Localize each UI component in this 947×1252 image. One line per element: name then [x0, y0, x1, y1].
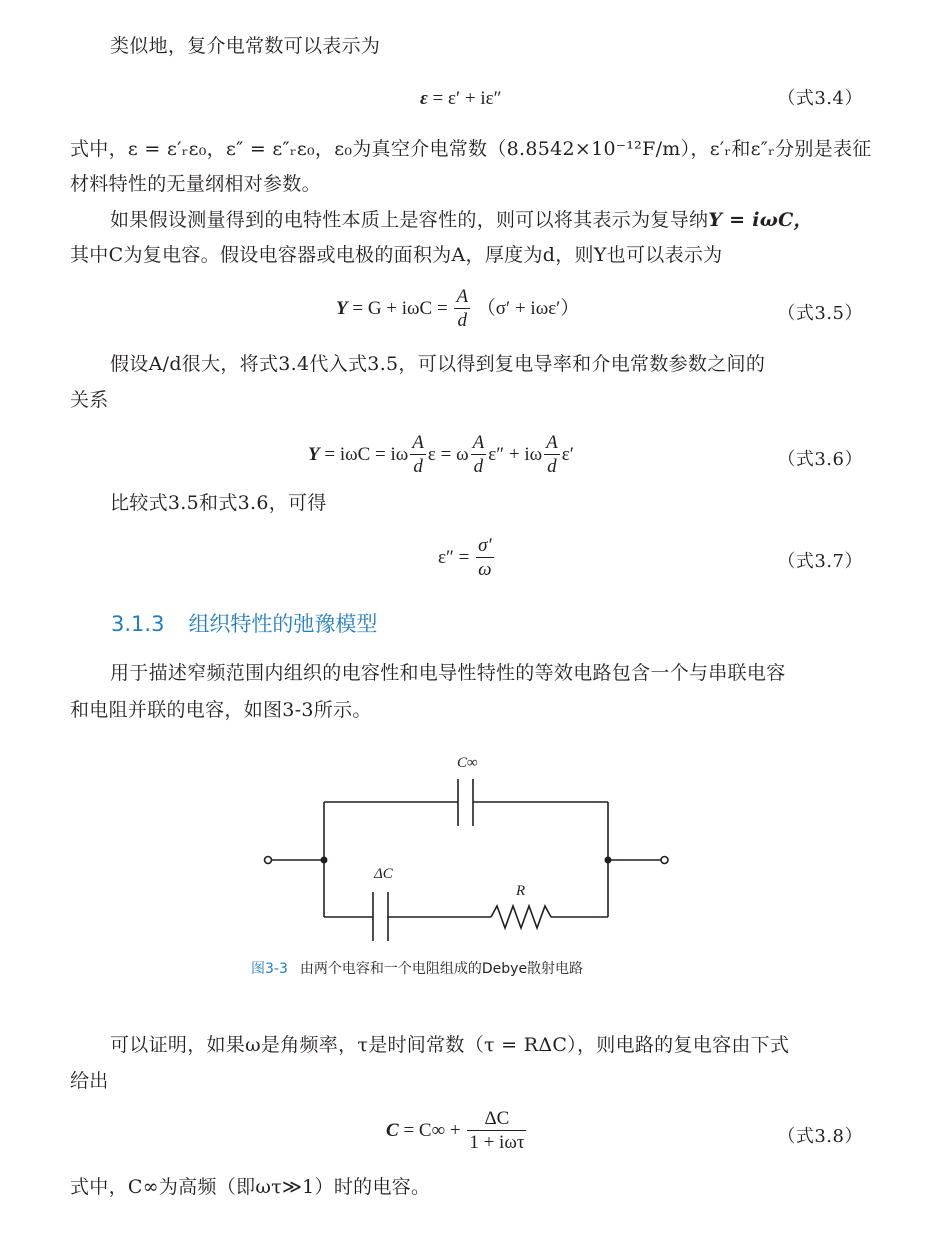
label-c-inf: C∞	[457, 755, 478, 771]
fraction-numerator: A	[546, 432, 558, 453]
fraction-denominator: d	[544, 454, 560, 479]
fraction-denominator: ω	[476, 557, 494, 582]
fraction	[476, 535, 494, 582]
resistor-r	[491, 906, 551, 928]
equation-number: （式3.4）	[777, 88, 863, 109]
figure-caption-text: 由两个电容和一个电阻组成的Debye散射电路	[299, 961, 584, 977]
eq-part: ε′	[561, 443, 574, 465]
fraction-denominator: d	[454, 308, 470, 333]
fraction	[467, 1108, 526, 1155]
eq-lhs: C	[386, 1119, 399, 1141]
fraction	[544, 432, 560, 479]
fraction-numerator: σ′	[478, 535, 492, 556]
eq-lhs: ε″ =	[438, 546, 470, 568]
inline-formula: Y = iωC，	[708, 209, 813, 231]
equation-number: （式3.7）	[777, 551, 863, 572]
paragraph-line: 式中，ε = ε′ᵣε₀，ε″ = ε″ᵣε₀，ε₀为真空介电常数（8.8542×10⁻¹²F/m），ε′ᵣ和ε″ᵣ分别是表征	[70, 138, 872, 160]
paragraph-line: 假设A/d很大，将式3.4代入式3.5，可以得到复电导率和介电常数参数之间的	[110, 353, 766, 375]
label-r: R	[516, 883, 526, 899]
equation-3-5	[336, 286, 579, 333]
eq-lhs: Y	[308, 443, 320, 465]
equation-number: （式3.6）	[777, 449, 863, 470]
section-title: 组织特性的弛豫模型	[188, 612, 378, 636]
eq-mid: = G + iωC =	[352, 297, 448, 319]
eq-part: ε = ω	[427, 443, 469, 465]
figure-caption	[251, 958, 583, 978]
paragraph-line: 和电阻并联的电容，如图3-3所示。	[70, 699, 372, 721]
section-number: 3.1.3	[111, 612, 165, 636]
terminal-right	[661, 857, 668, 864]
fraction-numerator: A	[456, 286, 469, 307]
equation-3-7	[438, 535, 496, 582]
eq-rhs: = ε′ + iε″	[432, 88, 502, 109]
paragraph-line: 关系	[70, 389, 109, 411]
eq-lhs: ε	[420, 88, 428, 109]
eq-part: ε″ + iω	[488, 443, 543, 465]
fraction	[410, 432, 426, 479]
equation-3-8	[386, 1108, 528, 1155]
paragraph-line: 式中，C∞为高频（即ωτ≫1）时的电容。	[70, 1176, 431, 1198]
equation-number: （式3.8）	[777, 1126, 863, 1147]
paragraph-text: 如果假设测量得到的电特性本质上是容性的，则可以将其表示为复导纳	[110, 209, 709, 231]
debye-circuit-diagram	[255, 750, 685, 950]
paragraph-line: 给出	[70, 1070, 109, 1092]
fraction-denominator: 1 + iωτ	[469, 1132, 525, 1153]
fraction-numerator: A	[412, 432, 424, 453]
paragraph-line: 比较式3.5和式3.6，可得	[110, 492, 327, 514]
fraction-denominator: d	[410, 454, 426, 479]
fraction-numerator: ΔC	[484, 1108, 510, 1129]
paragraph-line: 类似地，复介电常数可以表示为	[110, 35, 381, 57]
eq-tail: （σ′ + iωε′）	[476, 297, 580, 319]
figure-label: 图3-3	[251, 961, 288, 977]
fraction	[471, 432, 487, 479]
junction-dot	[605, 857, 612, 864]
eq-mid: = C∞ +	[403, 1119, 461, 1141]
eq-lhs: Y	[336, 297, 348, 319]
terminal-left	[265, 857, 272, 864]
equation-3-6	[308, 432, 574, 479]
paragraph-line: 材料特性的无量纲相对参数。	[70, 173, 321, 195]
fraction	[454, 286, 470, 333]
fraction-denominator: d	[471, 454, 487, 479]
label-delta-c: ΔC	[374, 866, 393, 882]
equation-3-4	[420, 86, 502, 112]
eq-part: = iωC = iω	[324, 443, 409, 465]
fraction-numerator: A	[472, 432, 485, 453]
junction-dot	[321, 857, 328, 864]
section-heading	[111, 608, 377, 638]
paragraph-line: 其中C为复电容。假设电容器或电极的面积为A，厚度为d，则Y也可以表示为	[70, 244, 723, 266]
equation-number: （式3.5）	[777, 303, 863, 324]
paragraph-line: 可以证明，如果ω是角频率，τ是时间常数（τ = RΔC），则电路的复电容由下式	[110, 1034, 790, 1056]
paragraph-line	[110, 207, 862, 233]
paragraph-line: 用于描述窄频范围内组织的电容性和电导性特性的等效电路包含一个与串联电容	[110, 662, 786, 684]
